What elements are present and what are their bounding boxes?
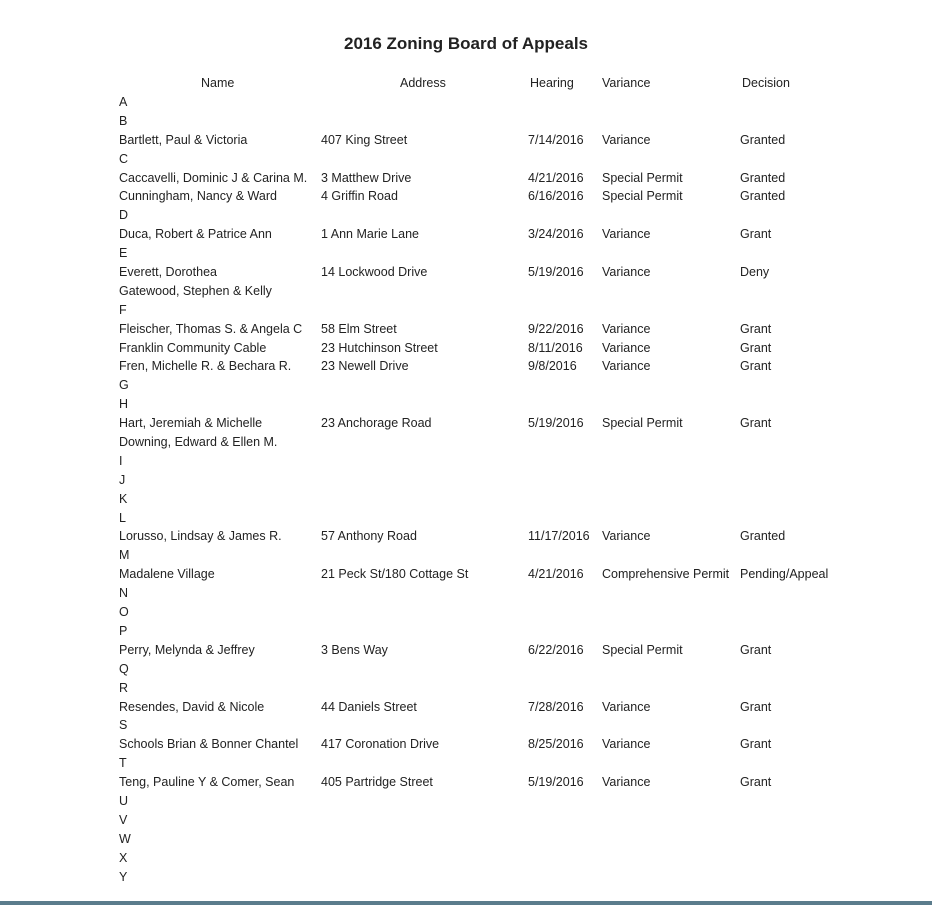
decision-cell: Grant <box>740 340 772 355</box>
letter-section-row <box>0 245 932 264</box>
letter-section-row <box>0 302 932 321</box>
hearing-cell: 4/21/2016 <box>528 567 584 582</box>
section-letter: Y <box>119 869 128 884</box>
letter-section-row <box>0 680 932 699</box>
address-cell: 3 Matthew Drive <box>321 170 412 185</box>
table-row <box>0 226 932 245</box>
letter-section-row <box>0 604 932 623</box>
section-letter: S <box>119 718 128 733</box>
letter-section-row <box>0 510 932 529</box>
section-letter: L <box>119 510 126 525</box>
letter-section-row <box>0 94 932 113</box>
letter-section-row <box>0 472 932 491</box>
section-letter: F <box>119 302 127 317</box>
address-cell: 417 Coronation Drive <box>321 737 440 752</box>
decision-cell: Granted <box>740 189 786 204</box>
header-hearing: Hearing <box>530 76 574 90</box>
section-letter: G <box>119 378 129 393</box>
section-letter: N <box>119 586 129 601</box>
section-letter: C <box>119 151 129 166</box>
name-cell: Resendes, David & Nicole <box>119 699 265 714</box>
section-letter: E <box>119 246 128 261</box>
section-letter: V <box>119 812 128 827</box>
section-letter: Q <box>119 661 129 676</box>
variance-cell: Variance <box>602 737 651 752</box>
variance-cell: Special Permit <box>602 170 683 185</box>
table-row <box>0 283 932 302</box>
section-letter: B <box>119 113 128 128</box>
hearing-cell: 9/8/2016 <box>528 359 577 374</box>
decision-cell: Grant <box>740 699 772 714</box>
letter-section-row <box>0 396 932 415</box>
header-decision: Decision <box>742 76 790 90</box>
decision-cell: Grant <box>740 775 772 790</box>
hearing-cell: 11/17/2016 <box>528 529 590 544</box>
table-row <box>0 699 932 718</box>
section-letter: K <box>119 491 128 506</box>
decision-cell: Pending/Appeal <box>740 567 829 582</box>
letter-section-row <box>0 755 932 774</box>
hearing-cell: 5/19/2016 <box>528 775 584 790</box>
hearing-cell: 3/24/2016 <box>528 227 584 242</box>
variance-cell: Special Permit <box>602 642 683 657</box>
letter-section-row <box>0 547 932 566</box>
variance-cell: Variance <box>602 775 651 790</box>
letter-section-row <box>0 661 932 680</box>
table-row <box>0 358 932 377</box>
table-row <box>0 774 932 793</box>
name-cell: Gatewood, Stephen & Kelly <box>119 283 272 298</box>
address-cell: 23 Anchorage Road <box>321 416 432 431</box>
decision-cell: Grant <box>740 737 772 752</box>
name-cell: Madalene Village <box>119 567 215 582</box>
name-cell: Downing, Edward & Ellen M. <box>119 435 278 450</box>
variance-cell: Variance <box>602 699 651 714</box>
variance-cell: Variance <box>602 340 651 355</box>
name-cell: Franklin Community Cable <box>119 340 267 355</box>
section-letter: J <box>119 472 126 487</box>
section-letter: I <box>119 453 123 468</box>
section-letter: O <box>119 605 129 620</box>
letter-section-row <box>0 453 932 472</box>
address-cell: 1 Ann Marie Lane <box>321 227 419 242</box>
section-letter: H <box>119 397 129 412</box>
table-row <box>0 434 932 453</box>
decision-cell: Grant <box>740 416 772 431</box>
letter-section-row <box>0 207 932 226</box>
section-letter: U <box>119 793 129 808</box>
bottom-border <box>0 901 932 905</box>
section-letter: M <box>119 548 130 563</box>
address-cell: 21 Peck St/180 Cottage St <box>321 567 469 582</box>
letter-section-row <box>0 113 932 132</box>
name-cell: Duca, Robert & Patrice Ann <box>119 227 272 242</box>
decision-cell: Granted <box>740 170 786 185</box>
decision-cell: Granted <box>740 132 786 147</box>
hearing-cell: 5/19/2016 <box>528 416 584 431</box>
letter-section-row <box>0 151 932 170</box>
address-cell: 44 Daniels Street <box>321 699 417 714</box>
section-letter: T <box>119 756 127 771</box>
letter-section-row <box>0 717 932 736</box>
header-address: Address <box>400 76 446 90</box>
appeals-table <box>0 94 932 887</box>
address-cell: 4 Griffin Road <box>321 189 398 204</box>
name-cell: Lorusso, Lindsay & James R. <box>119 529 282 544</box>
table-row <box>0 566 932 585</box>
name-cell: Bartlett, Paul & Victoria <box>119 132 248 147</box>
table-row <box>0 170 932 189</box>
page-title: 2016 Zoning Board of Appeals <box>343 34 589 53</box>
section-letter: A <box>119 95 128 109</box>
address-cell: 3 Bens Way <box>321 642 388 657</box>
table-row <box>0 340 932 359</box>
hearing-cell: 6/16/2016 <box>528 189 584 204</box>
table-row <box>0 264 932 283</box>
decision-cell: Grant <box>740 227 772 242</box>
variance-cell: Variance <box>602 265 651 280</box>
hearing-cell: 9/22/2016 <box>528 321 584 336</box>
table-row <box>0 736 932 755</box>
hearing-cell: 8/25/2016 <box>528 737 584 752</box>
letter-section-row <box>0 623 932 642</box>
name-cell: Cunningham, Nancy & Ward <box>119 189 277 204</box>
variance-cell: Variance <box>602 227 651 242</box>
variance-cell: Comprehensive Permit <box>602 567 730 582</box>
letter-section-row <box>0 850 932 869</box>
section-letter: P <box>119 623 128 638</box>
table-row <box>0 642 932 661</box>
address-cell: 23 Newell Drive <box>321 359 409 374</box>
variance-cell: Variance <box>602 132 651 147</box>
name-cell: Caccavelli, Dominic J & Carina M. <box>119 170 308 185</box>
table-row <box>0 415 932 434</box>
letter-section-row <box>0 793 932 812</box>
letter-section-row <box>0 812 932 831</box>
name-cell: Perry, Melynda & Jeffrey <box>119 642 255 657</box>
variance-cell: Variance <box>602 321 651 336</box>
section-letter: R <box>119 680 129 695</box>
hearing-cell: 7/28/2016 <box>528 699 584 714</box>
name-cell: Everett, Dorothea <box>119 265 217 280</box>
table-row <box>0 321 932 340</box>
name-cell: Schools Brian & Bonner Chantel <box>119 737 299 752</box>
hearing-cell: 5/19/2016 <box>528 265 584 280</box>
variance-cell: Special Permit <box>602 416 683 431</box>
address-cell: 57 Anthony Road <box>321 529 417 544</box>
decision-cell: Grant <box>740 321 772 336</box>
address-cell: 407 King Street <box>321 132 408 147</box>
letter-section-row <box>0 869 932 888</box>
section-letter: X <box>119 850 128 865</box>
address-cell: 14 Lockwood Drive <box>321 265 428 280</box>
address-cell: 58 Elm Street <box>321 321 397 336</box>
name-cell: Teng, Pauline Y & Comer, Sean <box>119 775 295 790</box>
name-cell: Fren, Michelle R. & Bechara R. <box>119 359 292 374</box>
decision-cell: Deny <box>740 265 770 280</box>
address-cell: 23 Hutchinson Street <box>321 340 438 355</box>
section-letter: D <box>119 208 129 223</box>
letter-section-row <box>0 491 932 510</box>
variance-cell: Special Permit <box>602 189 683 204</box>
hearing-cell: 4/21/2016 <box>528 170 584 185</box>
hearing-cell: 7/14/2016 <box>528 132 584 147</box>
table-row <box>0 528 932 547</box>
name-cell: Fleischer, Thomas S. & Angela C <box>119 321 303 336</box>
letter-section-row <box>0 831 932 850</box>
variance-cell: Variance <box>602 529 651 544</box>
name-cell: Hart, Jeremiah & Michelle <box>119 416 263 431</box>
section-letter: W <box>119 831 131 846</box>
address-cell: 405 Partridge Street <box>321 775 433 790</box>
hearing-cell: 8/11/2016 <box>528 340 583 355</box>
decision-cell: Granted <box>740 529 786 544</box>
decision-cell: Grant <box>740 359 772 374</box>
header-variance: Variance <box>602 76 651 90</box>
variance-cell: Variance <box>602 359 651 374</box>
letter-section-row <box>0 585 932 604</box>
decision-cell: Grant <box>740 642 772 657</box>
header-name: Name <box>201 76 235 90</box>
hearing-cell: 6/22/2016 <box>528 642 584 657</box>
letter-section-row <box>0 377 932 396</box>
table-row <box>0 132 932 151</box>
table-row <box>0 188 932 207</box>
